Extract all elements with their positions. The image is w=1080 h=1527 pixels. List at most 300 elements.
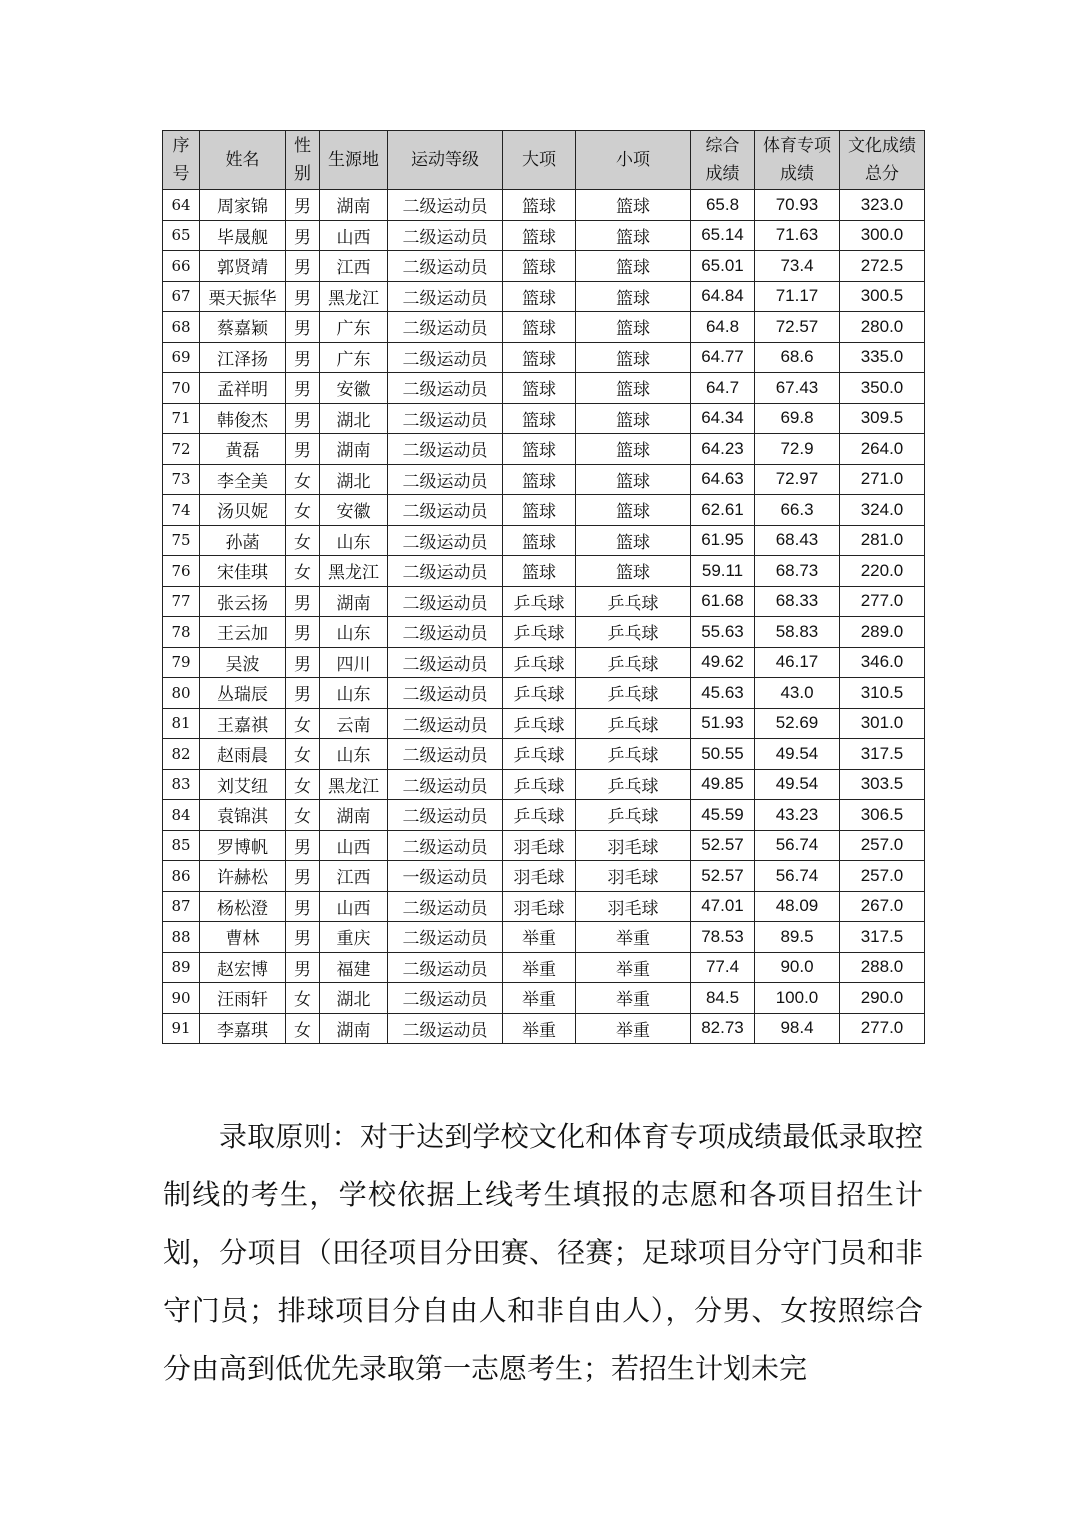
cell-culture-score: 272.5 — [840, 251, 925, 282]
cell-major: 乒乓球 — [503, 769, 576, 800]
admission-principle-paragraph: 录取原则：对于达到学校文化和体育专项成绩最低录取控制线的考生，学校依据上线考生填报的志愿和各项目招生计划，分项目（田径项目分田赛、径赛；足球项目分守门员和非守门员；排球项目分自由人和非自由人），分男、女按照综合分由高到低优先录取第一志愿考生；若招生计划未完 — [163, 1120, 923, 1385]
cell-gender: 男 — [286, 312, 320, 343]
cell-sport-score: 73.4 — [755, 251, 840, 282]
cell-composite: 64.77 — [691, 342, 755, 373]
cell-culture-score: 220.0 — [840, 556, 925, 587]
cell-culture-score: 289.0 — [840, 617, 925, 648]
table-row — [163, 769, 925, 800]
cell-gender: 女 — [286, 708, 320, 739]
cell-name: 吴波 — [200, 647, 286, 678]
cell-culture-score: 290.0 — [840, 983, 925, 1014]
table-body — [163, 190, 925, 1044]
cell-sport-score: 58.83 — [755, 617, 840, 648]
cell-sport-score: 71.17 — [755, 281, 840, 312]
cell-index: 77 — [163, 586, 200, 617]
cell-level: 二级运动员 — [388, 678, 503, 709]
cell-index: 76 — [163, 556, 200, 587]
cell-culture-score: 300.0 — [840, 220, 925, 251]
cell-origin: 江西 — [320, 251, 388, 282]
cell-major: 篮球 — [503, 464, 576, 495]
cell-sport-score: 68.6 — [755, 342, 840, 373]
cell-name: 赵宏博 — [200, 952, 286, 983]
cell-level: 二级运动员 — [388, 952, 503, 983]
cell-origin: 山西 — [320, 830, 388, 861]
cell-name: 黄磊 — [200, 434, 286, 465]
cell-gender: 男 — [286, 830, 320, 861]
cell-origin: 湖南 — [320, 1013, 388, 1044]
table-row — [163, 1013, 925, 1044]
cell-name: 王嘉祺 — [200, 708, 286, 739]
cell-origin: 湖北 — [320, 403, 388, 434]
cell-index: 75 — [163, 525, 200, 556]
cell-sport-score: 70.93 — [755, 190, 840, 221]
cell-minor: 篮球 — [576, 403, 691, 434]
cell-level: 二级运动员 — [388, 312, 503, 343]
cell-origin: 安徽 — [320, 373, 388, 404]
cell-major: 篮球 — [503, 556, 576, 587]
table-row — [163, 647, 925, 678]
cell-name: 汤贝妮 — [200, 495, 286, 526]
cell-sport-score: 43.23 — [755, 800, 840, 831]
cell-origin: 湖北 — [320, 983, 388, 1014]
cell-index: 78 — [163, 617, 200, 648]
cell-minor: 羽毛球 — [576, 861, 691, 892]
cell-origin: 湖北 — [320, 464, 388, 495]
cell-major: 篮球 — [503, 342, 576, 373]
cell-level: 二级运动员 — [388, 281, 503, 312]
table-row — [163, 800, 925, 831]
cell-major: 举重 — [503, 952, 576, 983]
cell-gender: 男 — [286, 373, 320, 404]
cell-level: 二级运动员 — [388, 800, 503, 831]
cell-origin: 山东 — [320, 525, 388, 556]
cell-culture-score: 277.0 — [840, 1013, 925, 1044]
cell-index: 85 — [163, 830, 200, 861]
table-row — [163, 373, 925, 404]
cell-origin: 黑龙江 — [320, 281, 388, 312]
cell-major: 乒乓球 — [503, 617, 576, 648]
cell-level: 二级运动员 — [388, 617, 503, 648]
cell-composite: 78.53 — [691, 922, 755, 953]
table-row — [163, 464, 925, 495]
cell-gender: 女 — [286, 739, 320, 770]
cell-major: 乒乓球 — [503, 708, 576, 739]
cell-minor: 乒乓球 — [576, 586, 691, 617]
cell-level: 二级运动员 — [388, 708, 503, 739]
cell-sport-score: 100.0 — [755, 983, 840, 1014]
cell-minor: 篮球 — [576, 312, 691, 343]
cell-major: 羽毛球 — [503, 861, 576, 892]
cell-level: 二级运动员 — [388, 830, 503, 861]
cell-culture-score: 301.0 — [840, 708, 925, 739]
cell-name: 张云扬 — [200, 586, 286, 617]
cell-culture-score: 323.0 — [840, 190, 925, 221]
cell-major: 乒乓球 — [503, 678, 576, 709]
cell-index: 80 — [163, 678, 200, 709]
cell-major: 乒乓球 — [503, 800, 576, 831]
cell-level: 二级运动员 — [388, 891, 503, 922]
cell-index: 82 — [163, 739, 200, 770]
cell-index: 64 — [163, 190, 200, 221]
cell-name: 韩俊杰 — [200, 403, 286, 434]
cell-sport-score: 46.17 — [755, 647, 840, 678]
cell-origin: 山东 — [320, 617, 388, 648]
cell-minor: 篮球 — [576, 281, 691, 312]
table-row — [163, 403, 925, 434]
table-row — [163, 251, 925, 282]
cell-sport-score: 68.73 — [755, 556, 840, 587]
table-row — [163, 434, 925, 465]
cell-name: 蔡嘉颖 — [200, 312, 286, 343]
cell-sport-score: 49.54 — [755, 739, 840, 770]
cell-level: 二级运动员 — [388, 220, 503, 251]
cell-index: 79 — [163, 647, 200, 678]
cell-composite: 65.8 — [691, 190, 755, 221]
cell-major: 羽毛球 — [503, 830, 576, 861]
cell-culture-score: 280.0 — [840, 312, 925, 343]
cell-gender: 女 — [286, 1013, 320, 1044]
header-sport-score: 体育专项 成绩 — [755, 131, 840, 190]
cell-gender: 男 — [286, 434, 320, 465]
cell-gender: 女 — [286, 464, 320, 495]
cell-level: 二级运动员 — [388, 647, 503, 678]
cell-sport-score: 68.43 — [755, 525, 840, 556]
cell-origin: 黑龙江 — [320, 556, 388, 587]
cell-gender: 女 — [286, 800, 320, 831]
table-row — [163, 495, 925, 526]
cell-composite: 64.8 — [691, 312, 755, 343]
table-row — [163, 739, 925, 770]
cell-minor: 篮球 — [576, 373, 691, 404]
cell-level: 二级运动员 — [388, 739, 503, 770]
cell-origin: 广东 — [320, 312, 388, 343]
cell-minor: 篮球 — [576, 525, 691, 556]
cell-name: 孙菡 — [200, 525, 286, 556]
cell-culture-score: 257.0 — [840, 861, 925, 892]
cell-index: 89 — [163, 952, 200, 983]
table-row — [163, 586, 925, 617]
cell-name: 丛瑞辰 — [200, 678, 286, 709]
cell-level: 二级运动员 — [388, 403, 503, 434]
cell-culture-score: 309.5 — [840, 403, 925, 434]
cell-composite: 84.5 — [691, 983, 755, 1014]
cell-culture-score: 277.0 — [840, 586, 925, 617]
cell-composite: 77.4 — [691, 952, 755, 983]
table-row — [163, 342, 925, 373]
cell-gender: 女 — [286, 769, 320, 800]
cell-minor: 乒乓球 — [576, 678, 691, 709]
cell-gender: 男 — [286, 281, 320, 312]
cell-index: 66 — [163, 251, 200, 282]
cell-composite: 64.63 — [691, 464, 755, 495]
cell-index: 83 — [163, 769, 200, 800]
table-row — [163, 281, 925, 312]
cell-origin: 黑龙江 — [320, 769, 388, 800]
cell-culture-score: 271.0 — [840, 464, 925, 495]
cell-name: 宋佳琪 — [200, 556, 286, 587]
cell-level: 二级运动员 — [388, 342, 503, 373]
cell-culture-score: 264.0 — [840, 434, 925, 465]
table-row — [163, 556, 925, 587]
cell-composite: 64.23 — [691, 434, 755, 465]
cell-origin: 四川 — [320, 647, 388, 678]
cell-composite: 61.68 — [691, 586, 755, 617]
cell-composite: 45.63 — [691, 678, 755, 709]
cell-gender: 男 — [286, 190, 320, 221]
cell-minor: 篮球 — [576, 464, 691, 495]
cell-name: 曹林 — [200, 922, 286, 953]
cell-sport-score: 43.0 — [755, 678, 840, 709]
cell-minor: 篮球 — [576, 190, 691, 221]
cell-minor: 篮球 — [576, 495, 691, 526]
cell-composite: 47.01 — [691, 891, 755, 922]
cell-name: 郭贤靖 — [200, 251, 286, 282]
table-row — [163, 891, 925, 922]
cell-gender: 女 — [286, 983, 320, 1014]
cell-origin: 云南 — [320, 708, 388, 739]
cell-culture-score: 300.5 — [840, 281, 925, 312]
cell-level: 二级运动员 — [388, 495, 503, 526]
cell-level: 二级运动员 — [388, 1013, 503, 1044]
cell-gender: 女 — [286, 495, 320, 526]
cell-major: 乒乓球 — [503, 647, 576, 678]
cell-minor: 篮球 — [576, 220, 691, 251]
cell-level: 二级运动员 — [388, 464, 503, 495]
cell-composite: 50.55 — [691, 739, 755, 770]
cell-index: 67 — [163, 281, 200, 312]
cell-gender: 男 — [286, 251, 320, 282]
cell-origin: 湖南 — [320, 190, 388, 221]
cell-composite: 64.7 — [691, 373, 755, 404]
cell-origin: 山西 — [320, 891, 388, 922]
cell-name: 杨松澄 — [200, 891, 286, 922]
cell-culture-score: 310.5 — [840, 678, 925, 709]
cell-name: 袁锦淇 — [200, 800, 286, 831]
cell-gender: 男 — [286, 922, 320, 953]
cell-culture-score: 335.0 — [840, 342, 925, 373]
cell-minor: 乒乓球 — [576, 769, 691, 800]
cell-minor: 乒乓球 — [576, 647, 691, 678]
cell-major: 篮球 — [503, 190, 576, 221]
cell-culture-score: 317.5 — [840, 739, 925, 770]
table-row — [163, 525, 925, 556]
header-culture-score: 文化成绩 总分 — [840, 131, 925, 190]
cell-index: 86 — [163, 861, 200, 892]
cell-gender: 男 — [286, 617, 320, 648]
cell-sport-score: 69.8 — [755, 403, 840, 434]
cell-major: 篮球 — [503, 312, 576, 343]
cell-composite: 64.84 — [691, 281, 755, 312]
cell-index: 70 — [163, 373, 200, 404]
cell-origin: 山东 — [320, 678, 388, 709]
cell-origin: 广东 — [320, 342, 388, 373]
header-major: 大项 — [503, 131, 576, 190]
cell-composite: 55.63 — [691, 617, 755, 648]
cell-level: 二级运动员 — [388, 251, 503, 282]
cell-gender: 女 — [286, 525, 320, 556]
cell-composite: 49.62 — [691, 647, 755, 678]
cell-composite: 45.59 — [691, 800, 755, 831]
cell-gender: 男 — [286, 647, 320, 678]
table-row — [163, 617, 925, 648]
cell-origin: 福建 — [320, 952, 388, 983]
cell-composite: 82.73 — [691, 1013, 755, 1044]
cell-major: 举重 — [503, 1013, 576, 1044]
cell-index: 73 — [163, 464, 200, 495]
cell-sport-score: 72.9 — [755, 434, 840, 465]
cell-minor: 乒乓球 — [576, 800, 691, 831]
cell-origin: 江西 — [320, 861, 388, 892]
cell-name: 许赫松 — [200, 861, 286, 892]
cell-minor: 篮球 — [576, 342, 691, 373]
cell-major: 篮球 — [503, 373, 576, 404]
cell-name: 赵雨晨 — [200, 739, 286, 770]
table-row — [163, 708, 925, 739]
table-row — [163, 220, 925, 251]
header-composite: 综合 成绩 — [691, 131, 755, 190]
cell-origin: 湖南 — [320, 586, 388, 617]
cell-level: 二级运动员 — [388, 983, 503, 1014]
cell-culture-score: 281.0 — [840, 525, 925, 556]
cell-composite: 59.11 — [691, 556, 755, 587]
cell-composite: 62.61 — [691, 495, 755, 526]
cell-minor: 羽毛球 — [576, 891, 691, 922]
cell-index: 65 — [163, 220, 200, 251]
cell-origin: 重庆 — [320, 922, 388, 953]
cell-index: 87 — [163, 891, 200, 922]
cell-name: 孟祥明 — [200, 373, 286, 404]
cell-sport-score: 71.63 — [755, 220, 840, 251]
cell-index: 69 — [163, 342, 200, 373]
cell-composite: 49.85 — [691, 769, 755, 800]
header-minor: 小项 — [576, 131, 691, 190]
cell-level: 一级运动员 — [388, 861, 503, 892]
header-origin: 生源地 — [320, 131, 388, 190]
cell-sport-score: 72.57 — [755, 312, 840, 343]
cell-name: 李嘉琪 — [200, 1013, 286, 1044]
cell-sport-score: 56.74 — [755, 830, 840, 861]
cell-culture-score: 303.5 — [840, 769, 925, 800]
cell-minor: 举重 — [576, 922, 691, 953]
cell-major: 乒乓球 — [503, 586, 576, 617]
cell-composite: 65.01 — [691, 251, 755, 282]
cell-culture-score: 306.5 — [840, 800, 925, 831]
cell-culture-score: 350.0 — [840, 373, 925, 404]
cell-sport-score: 49.54 — [755, 769, 840, 800]
cell-composite: 64.34 — [691, 403, 755, 434]
admission-table — [162, 130, 925, 1044]
cell-level: 二级运动员 — [388, 556, 503, 587]
table-row — [163, 922, 925, 953]
cell-sport-score: 52.69 — [755, 708, 840, 739]
cell-index: 81 — [163, 708, 200, 739]
cell-name: 罗博帆 — [200, 830, 286, 861]
cell-name: 李全美 — [200, 464, 286, 495]
cell-gender: 男 — [286, 891, 320, 922]
cell-gender: 男 — [286, 952, 320, 983]
cell-culture-score: 346.0 — [840, 647, 925, 678]
cell-major: 篮球 — [503, 281, 576, 312]
cell-name: 毕晟舰 — [200, 220, 286, 251]
table-row — [163, 678, 925, 709]
header-level: 运动等级 — [388, 131, 503, 190]
cell-name: 栗天振华 — [200, 281, 286, 312]
cell-major: 篮球 — [503, 495, 576, 526]
table-header-row — [163, 131, 925, 190]
cell-level: 二级运动员 — [388, 769, 503, 800]
cell-index: 68 — [163, 312, 200, 343]
cell-minor: 篮球 — [576, 434, 691, 465]
table-row — [163, 190, 925, 221]
cell-minor: 羽毛球 — [576, 830, 691, 861]
cell-major: 篮球 — [503, 403, 576, 434]
cell-index: 91 — [163, 1013, 200, 1044]
cell-composite: 52.57 — [691, 830, 755, 861]
cell-sport-score: 56.74 — [755, 861, 840, 892]
cell-gender: 男 — [286, 586, 320, 617]
cell-index: 84 — [163, 800, 200, 831]
cell-minor: 举重 — [576, 952, 691, 983]
table-row — [163, 952, 925, 983]
cell-gender: 女 — [286, 556, 320, 587]
table-row — [163, 983, 925, 1014]
cell-gender: 男 — [286, 403, 320, 434]
cell-index: 71 — [163, 403, 200, 434]
table-row — [163, 312, 925, 343]
cell-minor: 举重 — [576, 983, 691, 1014]
cell-composite: 51.93 — [691, 708, 755, 739]
cell-minor: 乒乓球 — [576, 617, 691, 648]
cell-culture-score: 317.5 — [840, 922, 925, 953]
header-gender: 性 别 — [286, 131, 320, 190]
cell-minor: 乒乓球 — [576, 708, 691, 739]
cell-level: 二级运动员 — [388, 586, 503, 617]
cell-gender: 男 — [286, 342, 320, 373]
cell-major: 举重 — [503, 983, 576, 1014]
cell-index: 88 — [163, 922, 200, 953]
cell-sport-score: 89.5 — [755, 922, 840, 953]
cell-sport-score: 66.3 — [755, 495, 840, 526]
cell-minor: 举重 — [576, 1013, 691, 1044]
cell-level: 二级运动员 — [388, 434, 503, 465]
cell-sport-score: 98.4 — [755, 1013, 840, 1044]
cell-origin: 山西 — [320, 220, 388, 251]
cell-major: 篮球 — [503, 525, 576, 556]
cell-culture-score: 288.0 — [840, 952, 925, 983]
cell-culture-score: 257.0 — [840, 830, 925, 861]
cell-origin: 安徽 — [320, 495, 388, 526]
cell-index: 72 — [163, 434, 200, 465]
cell-level: 二级运动员 — [388, 922, 503, 953]
cell-name: 刘艾纽 — [200, 769, 286, 800]
cell-sport-score: 48.09 — [755, 891, 840, 922]
cell-name: 王云加 — [200, 617, 286, 648]
cell-gender: 男 — [286, 678, 320, 709]
cell-level: 二级运动员 — [388, 373, 503, 404]
cell-major: 羽毛球 — [503, 891, 576, 922]
cell-sport-score: 90.0 — [755, 952, 840, 983]
cell-sport-score: 67.43 — [755, 373, 840, 404]
cell-origin: 湖南 — [320, 434, 388, 465]
cell-name: 周家锦 — [200, 190, 286, 221]
cell-minor: 乒乓球 — [576, 739, 691, 770]
cell-index: 90 — [163, 983, 200, 1014]
cell-minor: 篮球 — [576, 251, 691, 282]
cell-culture-score: 267.0 — [840, 891, 925, 922]
cell-sport-score: 72.97 — [755, 464, 840, 495]
table-row — [163, 830, 925, 861]
header-index: 序 号 — [163, 131, 200, 190]
